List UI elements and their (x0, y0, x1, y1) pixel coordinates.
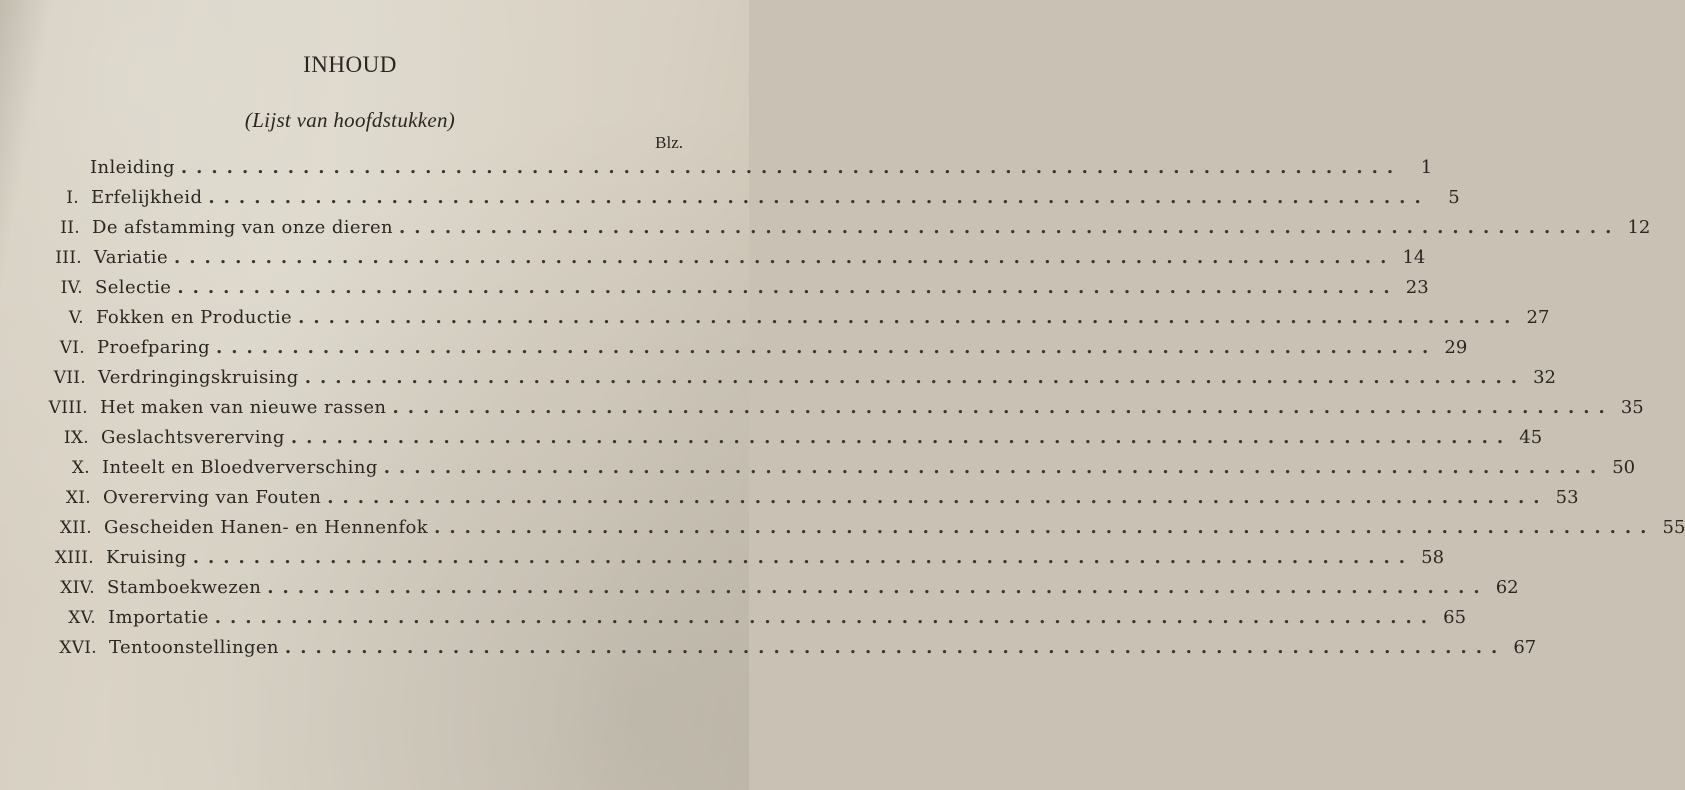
page-column-header: Blz. (655, 133, 683, 152)
dot-leader: ................................................................................ (392, 397, 1614, 418)
chapter-title: Gescheiden Hanen- en Hennenfok (104, 517, 429, 538)
chapter-numeral: XIV. (60, 578, 95, 598)
toc-entry (98, 366, 1557, 390)
chapter-numeral: IX. (63, 428, 89, 448)
chapter-numeral: III. (55, 248, 82, 268)
page-number: 32 (1533, 367, 1557, 388)
dot-leader: ................................................................................ (180, 157, 1403, 178)
dot-leader: ................................................................................ (290, 427, 1513, 448)
page-number: 65 (1443, 607, 1467, 628)
chapter-title: Kruising (106, 547, 187, 568)
chapter-title: Verdringingskruising (98, 367, 299, 388)
chapter-title: Fokken en Productie (96, 307, 293, 328)
page-number: 58 (1421, 547, 1445, 568)
chapter-numeral: V. (68, 308, 84, 328)
toc-entry (109, 636, 1537, 660)
chapter-numeral: XV. (68, 608, 96, 628)
page-number: 14 (1402, 247, 1426, 268)
dot-leader: ................................................................................ (304, 367, 1527, 388)
dot-leader: ................................................................................ (434, 517, 1656, 538)
toc-entry (97, 336, 1468, 360)
toc-entry (104, 516, 1685, 540)
chapter-numeral: XIII. (54, 548, 94, 568)
page-number: 67 (1513, 637, 1537, 658)
page-number: 23 (1405, 277, 1429, 298)
toc-entry (106, 546, 1445, 570)
dot-leader: ................................................................................ (208, 187, 1430, 208)
toc-entry (92, 216, 1651, 240)
chapter-title: Inleiding (90, 157, 175, 178)
page-number: 62 (1495, 577, 1519, 598)
chapter-numeral: XII. (59, 518, 92, 538)
toc-entry (108, 606, 1467, 630)
page-number: 35 (1620, 397, 1644, 418)
page-number: 45 (1519, 427, 1543, 448)
dot-leader: ................................................................................ (284, 637, 1507, 658)
page-number: 55 (1662, 517, 1685, 538)
chapter-title: Het maken van nieuwe rassen (100, 397, 387, 418)
chapter-numeral: IV. (60, 278, 83, 298)
chapter-title: Proefparing (97, 337, 210, 358)
dot-leader: ................................................................................ (174, 247, 1396, 268)
dot-leader: ................................................................................ (214, 607, 1437, 628)
chapter-numeral: XVI. (59, 638, 97, 658)
page-number: 50 (1612, 457, 1636, 478)
dot-leader: ................................................................................ (399, 217, 1621, 238)
chapter-title: Variatie (94, 247, 169, 268)
chapter-numeral: VI. (59, 338, 85, 358)
dot-leader: ................................................................................ (298, 307, 1520, 328)
dot-leader: ................................................................................ (267, 577, 1489, 598)
toc-entry (101, 426, 1543, 450)
chapter-title: Erfelijkheid (91, 187, 203, 208)
chapter-numeral: VII. (53, 368, 86, 388)
toc-entry (90, 156, 1433, 180)
page-title: INHOUD (303, 52, 397, 77)
page-number: 5 (1448, 187, 1460, 208)
toc-entry (94, 246, 1426, 270)
toc-entry (96, 306, 1550, 330)
toc-entry (95, 276, 1429, 300)
page-number: 27 (1526, 307, 1550, 328)
toc-entry (103, 486, 1579, 510)
chapter-title: Geslachtsvererving (101, 427, 285, 448)
toc-entry (91, 186, 1460, 210)
dot-leader: ................................................................................ (177, 277, 1399, 298)
toc-entry (102, 456, 1636, 480)
chapter-numeral: VIII. (48, 398, 88, 418)
chapter-title: Stamboekwezen (107, 577, 262, 598)
toc-entry (107, 576, 1519, 600)
dot-leader: ................................................................................ (327, 487, 1549, 508)
page-number: 1 (1420, 157, 1433, 178)
chapter-numeral: II. (60, 218, 80, 238)
dot-leader: ................................................................................ (192, 547, 1415, 568)
chapter-title: Overerving van Fouten (103, 487, 322, 508)
chapter-title: Importatie (108, 607, 209, 628)
chapter-title: Tentoonstellingen (109, 637, 279, 658)
dot-leader: ................................................................................ (383, 457, 1606, 478)
chapter-numeral: XI. (65, 488, 91, 508)
page-number: 29 (1444, 337, 1468, 358)
page-subtitle: (Lijst van hoofdstukken) (244, 108, 456, 132)
chapter-numeral: X. (71, 458, 90, 478)
chapter-title: Inteelt en Bloedverversching (102, 457, 378, 478)
toc-entry (100, 396, 1644, 420)
chapter-numeral: I. (66, 188, 79, 208)
chapter-title: De afstamming van onze dieren (92, 217, 394, 238)
page-number: 53 (1555, 487, 1579, 508)
page-number: 12 (1627, 217, 1651, 238)
dot-leader: ................................................................................ (216, 337, 1438, 358)
chapter-title: Selectie (95, 277, 172, 298)
